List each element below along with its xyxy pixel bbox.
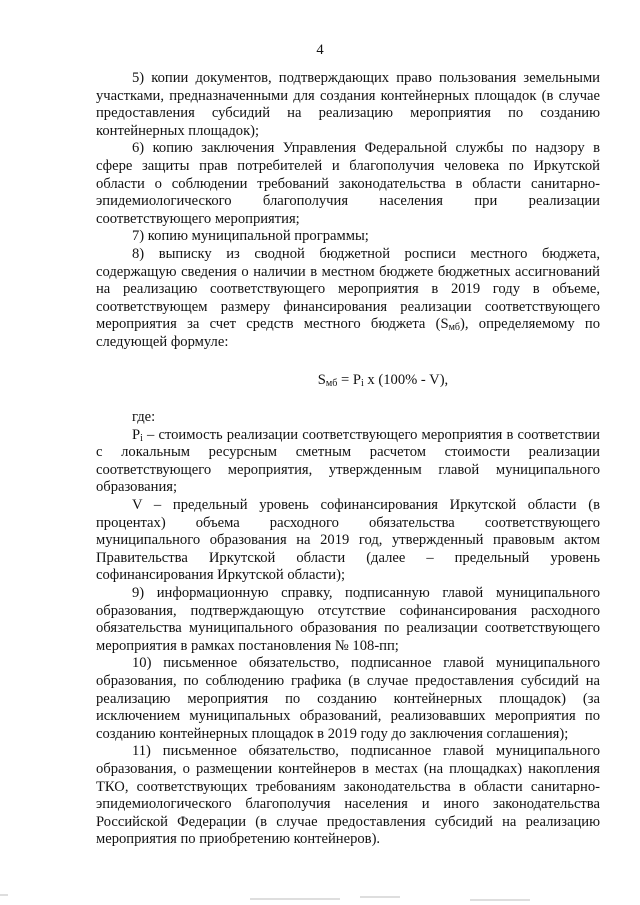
formula [96,372,600,390]
paragraph-item-6: 6) копию заключения Управления Федеральной службы по надзору в сфере защиты прав потребителей и благополучия человека по Иркутской области о соблюдении требований законодательства в области санитарно-эпидемиологического благополучия населения при реализации соответствующего мероприятия; [96,140,600,227]
scan-artifact [360,896,400,898]
definition-symbol: P [132,426,141,443]
document-body [96,70,600,849]
definition-v [96,497,600,585]
formula-rhs: x (100% - V), [363,371,449,388]
paragraph-item-8: 8) выписку из сводной бюджетной росписи местного бюджета, содержащую сведения о наличии в местном бюджете бюджетных ассигнований на реализацию соответствующего мероприятия в 2019 году в объеме, соответствующем размеру финансирования реализации соответствующего мероприятия за счет средств местного бюджета $(S_{мб})$, определяемому по следующей формуле: [96,245,600,350]
formula-eq: = P [337,371,361,388]
formula-lhs: S [317,371,326,388]
scan-bottom-artifacts [0,884,640,905]
formula-p-sub: i [360,377,364,389]
scan-artifact [470,899,530,901]
definition-symbol: V [132,497,143,514]
definition-symbol-sub: i [140,432,143,444]
inline-subscript: мб [448,322,461,334]
scan-artifact [250,898,340,900]
paragraph-item-7: 7) копию муниципальной программы; [132,228,369,245]
paragraph-item-9: 9) информационную справку, подписанную главой муниципального образования, подтверждающую отсутствие софинансирования расходного обязательства муниципального образования по реализации соответствующего мероприятия в рамках постановления № 108-пп; [96,585,600,654]
definition-pi [96,427,600,497]
paragraph-item-11: 11) письменное обязательство, подписанное главой муниципального образования, о размещении контейнеров в местах (на площадках) накопления ТКО, соответствующих требованиям законодательства в области санитарно-эпидемиологического благополучия населения и иного законодательства Российской Федерации (в случае предоставления субсидий на реализацию мероприятия по приобретению контейнеров). [96,743,600,848]
definition-text: – предельный уровень софинансирования Иркутской области (в процентах) объема расходного обязательства соответствующего муниципального образования на 2019 год, утвержденный правовым актом Правительства Иркутской области (далее – предельный уровень софинансирования Иркутской области); [96,497,600,584]
paragraph-item-10: 10) письменное обязательство, подписанное главой муниципального образования, по соблюдению графика (в случае предоставления субсидий на реализацию мероприятия по созданию контейнерных площадок) (за исключением муниципальных образований, реализовавших мероприятия по созданию контейнерных площадок в 2019 году до заключения соглашения); [96,655,600,742]
definition-text: – стоимость реализации соответствующего мероприятия в соответствии с локальным ресурсным сметным расчетом стоимости реализации соответствующего мероприятия, утвержденным главой муниципального образования; [96,426,600,496]
where-label: где: [132,409,156,426]
page-number: 4 [316,42,324,58]
paragraph-item-5: 5) копии документов, подтверждающих право пользования земельными участками, предназначенными для создания контейнерных площадок (в случае предоставления субсидий на реализацию мероприятия по созданию контейнерных площадок); [96,70,600,139]
scan-artifact [0,894,8,896]
formula-lhs-sub: мб [325,377,338,389]
